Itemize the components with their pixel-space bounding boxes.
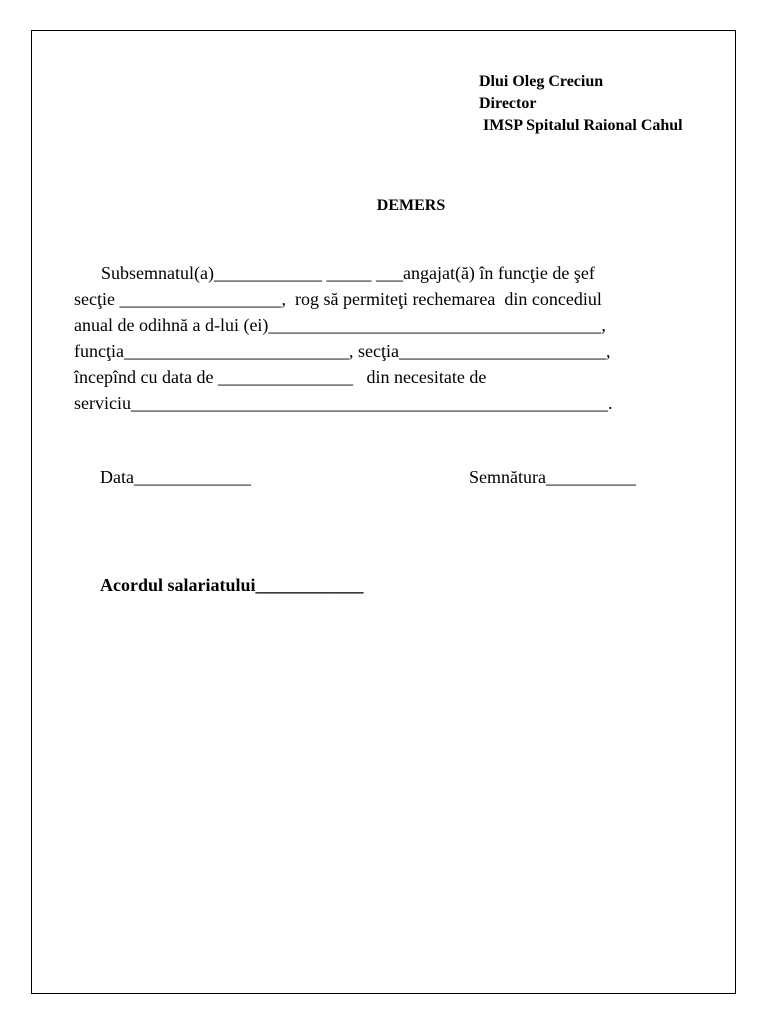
employee-consent-field: Acordul salariatului____________ — [100, 575, 364, 595]
body-line: serviciu_____________________________________________________. — [74, 393, 613, 413]
body-line: începînd cu data de _______________ din necesitate de — [74, 367, 487, 387]
addressee-block — [479, 71, 683, 137]
body-line: secţie __________________, rog să permiteţi rechemarea din concediul — [74, 289, 602, 309]
signature-field: Semnătura__________ — [469, 467, 636, 487]
addressee-name: Dlui Oleg Creciun — [479, 73, 604, 90]
body-line: Subsemnatul(a)____________ _____ ___angajat(ă) în funcţie de şef — [74, 263, 595, 283]
document-title: DEMERS — [376, 197, 446, 214]
page-border — [31, 30, 736, 994]
addressee-institution: IMSP Spitalul Raional Cahul — [479, 117, 683, 134]
body-line: funcţia_________________________, secţia_______________________, — [74, 341, 611, 361]
body-line: anual de odihnă a d-lui (ei)_____________________________________, — [74, 315, 606, 335]
addressee-position: Director — [479, 95, 537, 112]
date-field: Data_____________ — [100, 467, 251, 487]
